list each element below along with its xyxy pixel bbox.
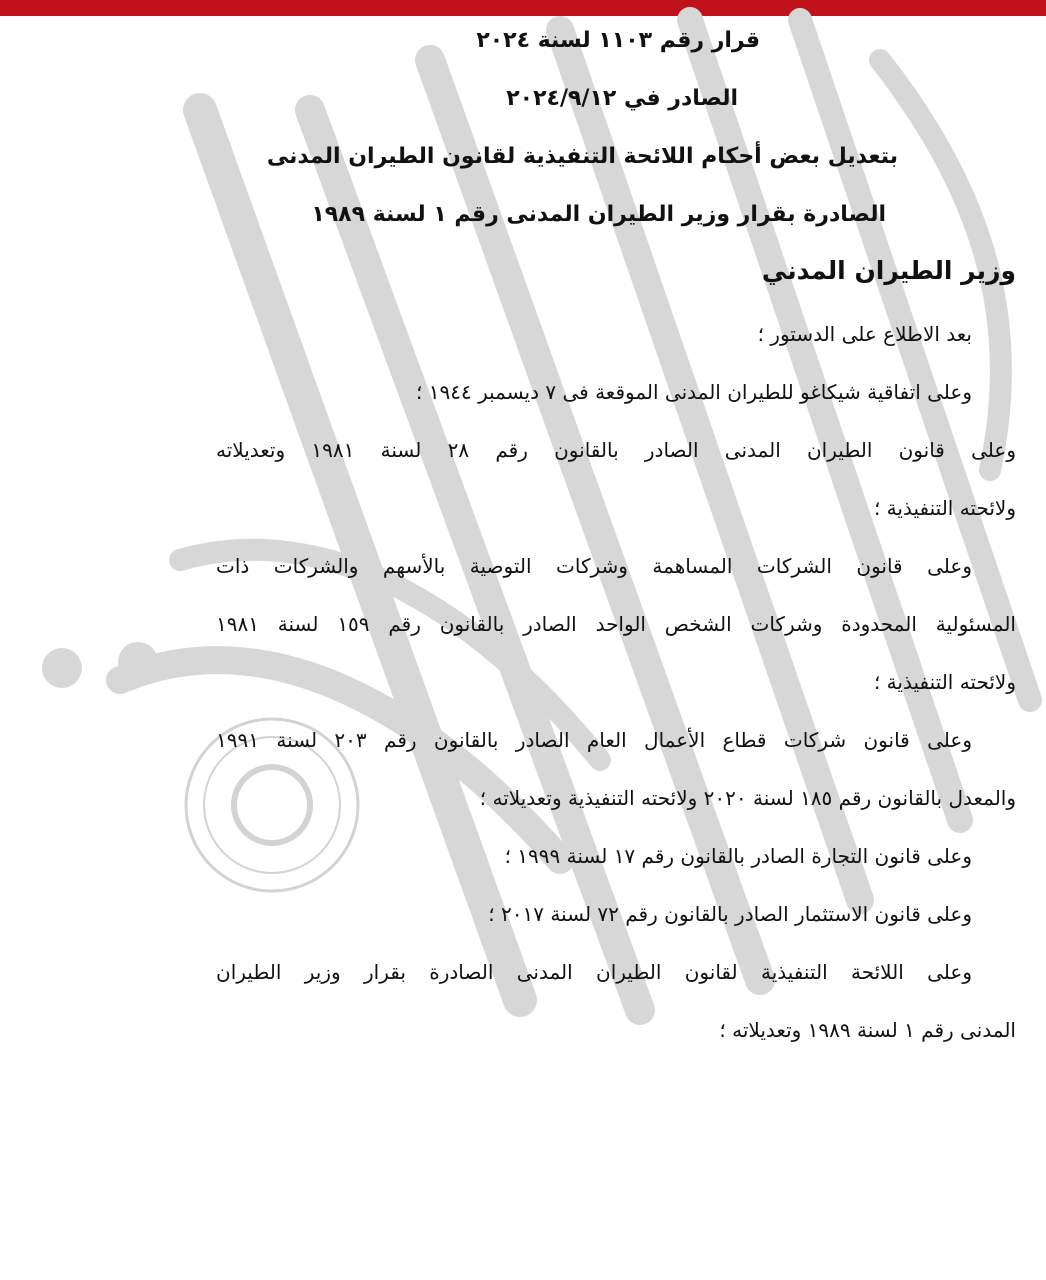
preamble-line: وعلى اتفاقية شيكاغو للطيران المدنى الموقعة فى ٧ ديسمبر ١٩٤٤ ؛ [416,380,972,404]
preamble-line: وعلى قانون الاستثمار الصادر بالقانون رقم ٧٢ لسنة ٢٠١٧ ؛ [488,902,972,926]
preamble-line: وعلى قانون التجارة الصادر بالقانون رقم ١٧ لسنة ١٩٩٩ ؛ [504,844,972,868]
issue-date: الصادر في ٢٠٢٤/٩/١٢ [506,86,738,111]
preamble-line: ولائحته التنفيذية ؛ [873,496,1016,520]
preamble-line: بعد الاطلاع على الدستور ؛ [757,322,972,346]
preamble-line: وعلى قانون الشركات المساهمة وشركات التوصية بالأسهم والشركات ذات [216,554,972,578]
preamble-line: المسئولية المحدودة وشركات الشخص الواحد الصادر بالقانون رقم ١٥٩ لسنة ١٩٨١ [216,612,1016,636]
minister-heading: وزير الطيران المدني [761,256,1016,285]
preamble-line: وعلى قانون الطيران المدنى الصادر بالقانون رقم ٢٨ لسنة ١٩٨١ وتعديلاته [216,438,1016,462]
decision-title: قرار رقم ١١٠٣ لسنة ٢٠٢٤ [476,28,760,53]
preamble-line: والمعدل بالقانون رقم ١٨٥ لسنة ٢٠٢٠ ولائحته التنفيذية وتعديلاته ؛ [479,786,1016,810]
subject-line-2: الصادرة بقرار وزير الطيران المدنى رقم ١ لسنة ١٩٨٩ [311,202,886,227]
preamble-line: وعلى قانون شركات قطاع الأعمال العام الصادر بالقانون رقم ٢٠٣ لسنة ١٩٩١ [216,728,972,752]
subject-line-1: بتعديل بعض أحكام اللائحة التنفيذية لقانون الطيران المدنى [266,144,898,169]
preamble-line: ولائحته التنفيذية ؛ [873,670,1016,694]
preamble-line: وعلى اللائحة التنفيذية لقانون الطيران المدنى الصادرة بقرار وزير الطيران [216,960,972,984]
preamble-line: المدنى رقم ١ لسنة ١٩٨٩ وتعديلاته ؛ [719,1018,1016,1042]
